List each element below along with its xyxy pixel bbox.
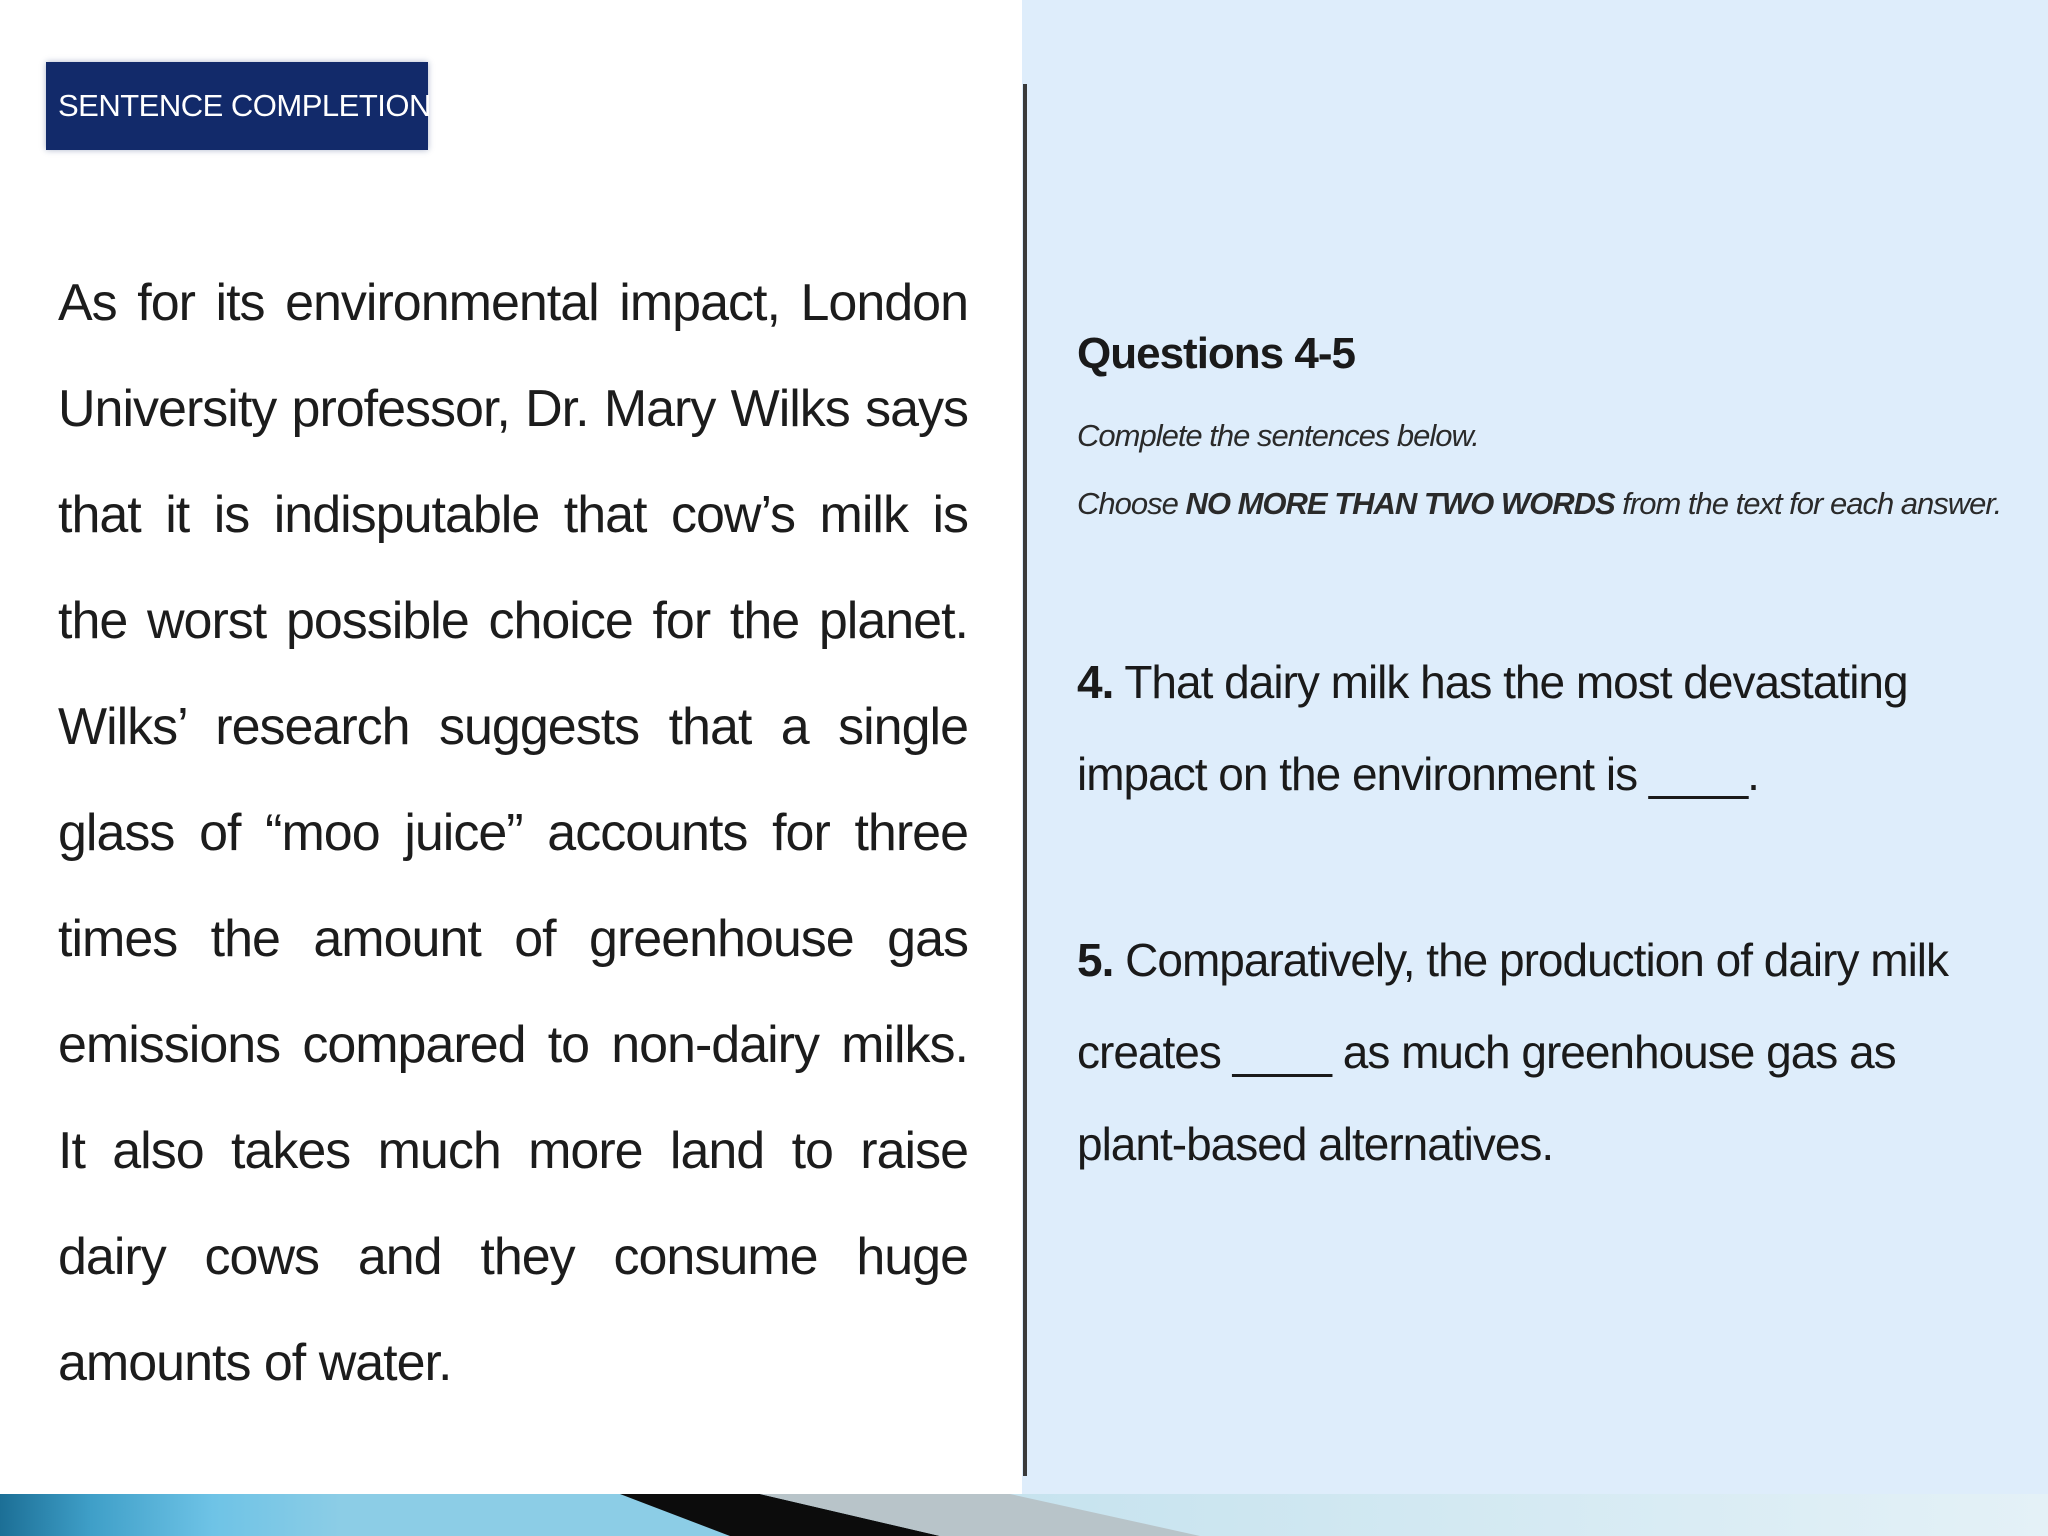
decorative-footer-band <box>0 1494 2048 1536</box>
question-5 <box>1077 914 1997 1190</box>
instruction-word-limit-emphasis: NO MORE THAN TWO WORDS <box>1185 486 1615 521</box>
instruction-prefix: Choose <box>1077 486 1186 521</box>
instruction-complete: Complete the sentences below. <box>1077 418 1479 453</box>
reading-passage: As for its environmental impact, London University professor, Dr. Mary Wilks says that it is indisputable that cow’s milk is the worst possible choice for the planet. Wilks’ research suggests that a single glass of “moo juice” accounts for three times the amount of greenhouse gas emissions compared to non-dairy milks. It also takes much more land to raise dairy cows and they consume huge amounts of water. <box>58 274 968 1392</box>
instruction-suffix: from the text for each answer. <box>1614 486 2002 521</box>
question-5-text: Comparatively, the production of dairy milk creates ____ as much greenhouse gas as plant-based alternatives. <box>1077 934 1949 1170</box>
question-4 <box>1077 636 1997 820</box>
question-5-number: 5. <box>1077 934 1114 986</box>
instruction-word-limit <box>1077 484 2001 524</box>
questions-heading: Questions 4-5 <box>1077 329 1355 378</box>
question-4-number: 4. <box>1077 656 1114 708</box>
panel-divider <box>1023 84 1027 1476</box>
question-4-text: That dairy milk has the most devastating impact on the environment is ____. <box>1077 656 1908 800</box>
section-badge: SENTENCE COMPLETION <box>46 62 428 150</box>
passage-panel <box>0 0 1022 1494</box>
